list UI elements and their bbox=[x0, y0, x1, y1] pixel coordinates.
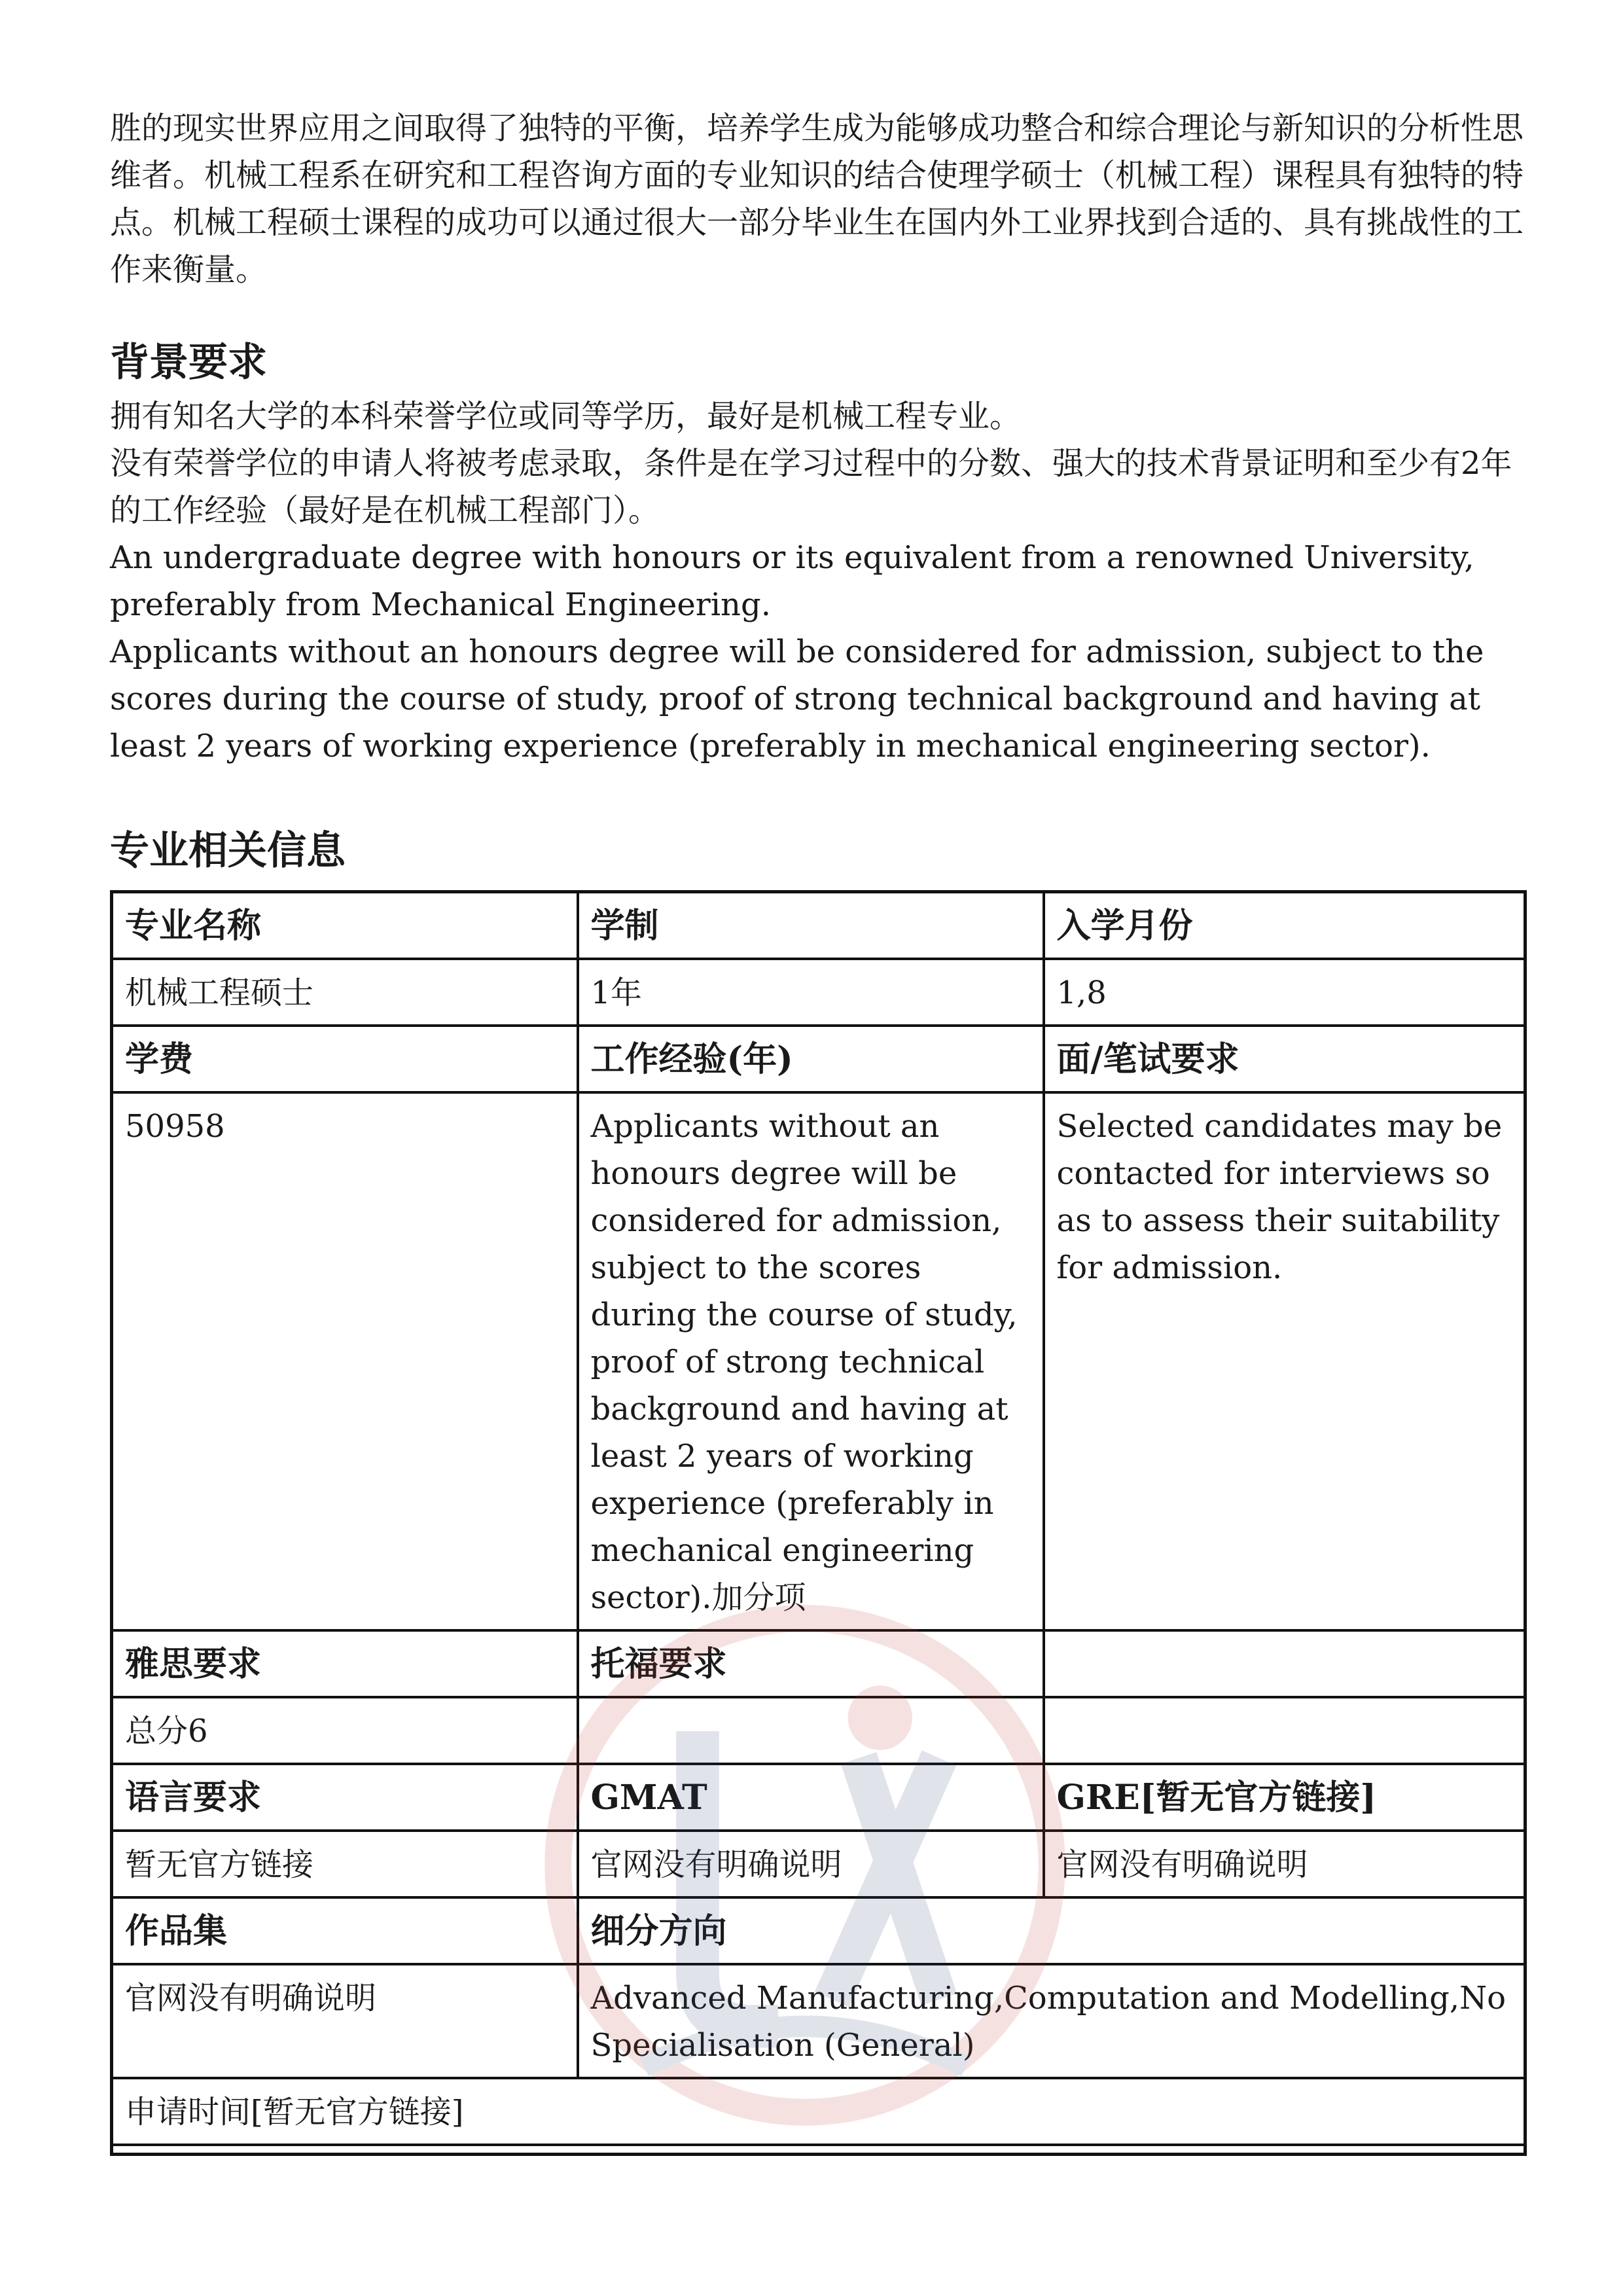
language-value: 暂无官方链接 bbox=[112, 1831, 578, 1897]
tuition-value: 50958 bbox=[112, 1092, 578, 1630]
table-row bbox=[112, 1026, 1525, 1092]
table-row bbox=[112, 892, 1525, 960]
specialization-label: 细分方向 bbox=[578, 1897, 1525, 1964]
gre-value: 官网没有明确说明 bbox=[1044, 1831, 1525, 1897]
program-name-value: 机械工程硕士 bbox=[112, 959, 578, 1026]
table-row bbox=[112, 1764, 1525, 1831]
experience-label: 工作经验(年) bbox=[578, 1026, 1044, 1092]
background-line-4: Applicants without an honours degree will be considered for admission, subject to the scores during the course of study, proof of strong technical background and having at least 2 years of working experience (preferably in mechanical engineering sector). bbox=[110, 634, 1484, 764]
interview-label: 面/笔试要求 bbox=[1044, 1026, 1525, 1092]
table-row bbox=[112, 1092, 1525, 1630]
intake-value: 1,8 bbox=[1044, 959, 1525, 1026]
application-time: 申请时间[暂无官方链接] bbox=[112, 2078, 1525, 2145]
table-row bbox=[112, 1630, 1525, 1697]
duration-value: 1年 bbox=[578, 959, 1044, 1026]
program-info-table bbox=[110, 890, 1527, 2156]
interview-value: Selected candidates may be contacted for interviews so as to assess their suitability for admission. bbox=[1044, 1092, 1525, 1630]
background-line-2: 没有荣誉学位的申请人将被考虑录取，条件是在学习过程中的分数、强大的技术背景证明和至少有2年的工作经验（最好是在机械工程部门）。 bbox=[110, 445, 1512, 529]
gre-label: GRE[暂无官方链接] bbox=[1044, 1764, 1525, 1831]
table-row bbox=[112, 959, 1525, 1026]
program-name-label: 专业名称 bbox=[112, 892, 578, 960]
experience-value: Applicants without an honours degree will be considered for admission, subject to the scores during the course of study, proof of strong technical background and having at least 2 years of working experience (preferably in mechanical engineering sector).加分项 bbox=[578, 1092, 1044, 1630]
table-footer-row bbox=[112, 2145, 1525, 2155]
background-heading: 背景要求 bbox=[110, 340, 267, 386]
toefl-label: 托福要求 bbox=[578, 1630, 1044, 1697]
empty-cell bbox=[1044, 1697, 1525, 1764]
toefl-value bbox=[578, 1697, 1044, 1764]
background-line-1: 拥有知名大学的本科荣誉学位或同等学历，最好是机械工程专业。 bbox=[110, 398, 1022, 435]
gmat-label: GMAT bbox=[578, 1764, 1044, 1831]
ielts-value: 总分6 bbox=[112, 1697, 578, 1764]
empty-cell bbox=[1044, 1630, 1525, 1697]
table-row bbox=[112, 1831, 1525, 1897]
table-row bbox=[112, 1897, 1525, 1964]
table-row bbox=[112, 2145, 1525, 2155]
document-page bbox=[110, 105, 1524, 2156]
specialization-value: Advanced Manufacturing,Computation and Modelling,No Specialisation (General) bbox=[578, 1964, 1525, 2078]
language-label: 语言要求 bbox=[112, 1764, 578, 1831]
intake-label: 入学月份 bbox=[1044, 892, 1525, 960]
portfolio-label: 作品集 bbox=[112, 1897, 578, 1964]
intro-paragraph: 胜的现实世界应用之间取得了独特的平衡，培养学生成为能够成功整合和综合理论与新知识的分析性思维者。机械工程系在研究和工程咨询方面的专业知识的结合使理学硕士（机械工程）课程具有独特的特点。机械工程硕士课程的成功可以通过很大一部分毕业生在国内外工业界找到合适的、具有挑战性的工作来衡量。 bbox=[110, 110, 1524, 288]
program-info-heading: 专业相关信息 bbox=[110, 828, 346, 874]
table-row bbox=[112, 2078, 1525, 2145]
ielts-label: 雅思要求 bbox=[112, 1630, 578, 1697]
duration-label: 学制 bbox=[578, 892, 1044, 960]
tuition-label: 学费 bbox=[112, 1026, 578, 1092]
table-row bbox=[112, 1697, 1525, 1764]
table-row bbox=[112, 1964, 1525, 2078]
background-line-3: An undergraduate degree with honours or its equivalent from a renowned University, preferably from Mechanical Engineering. bbox=[110, 539, 1474, 623]
gmat-value: 官网没有明确说明 bbox=[578, 1831, 1044, 1897]
portfolio-value: 官网没有明确说明 bbox=[112, 1964, 578, 2078]
